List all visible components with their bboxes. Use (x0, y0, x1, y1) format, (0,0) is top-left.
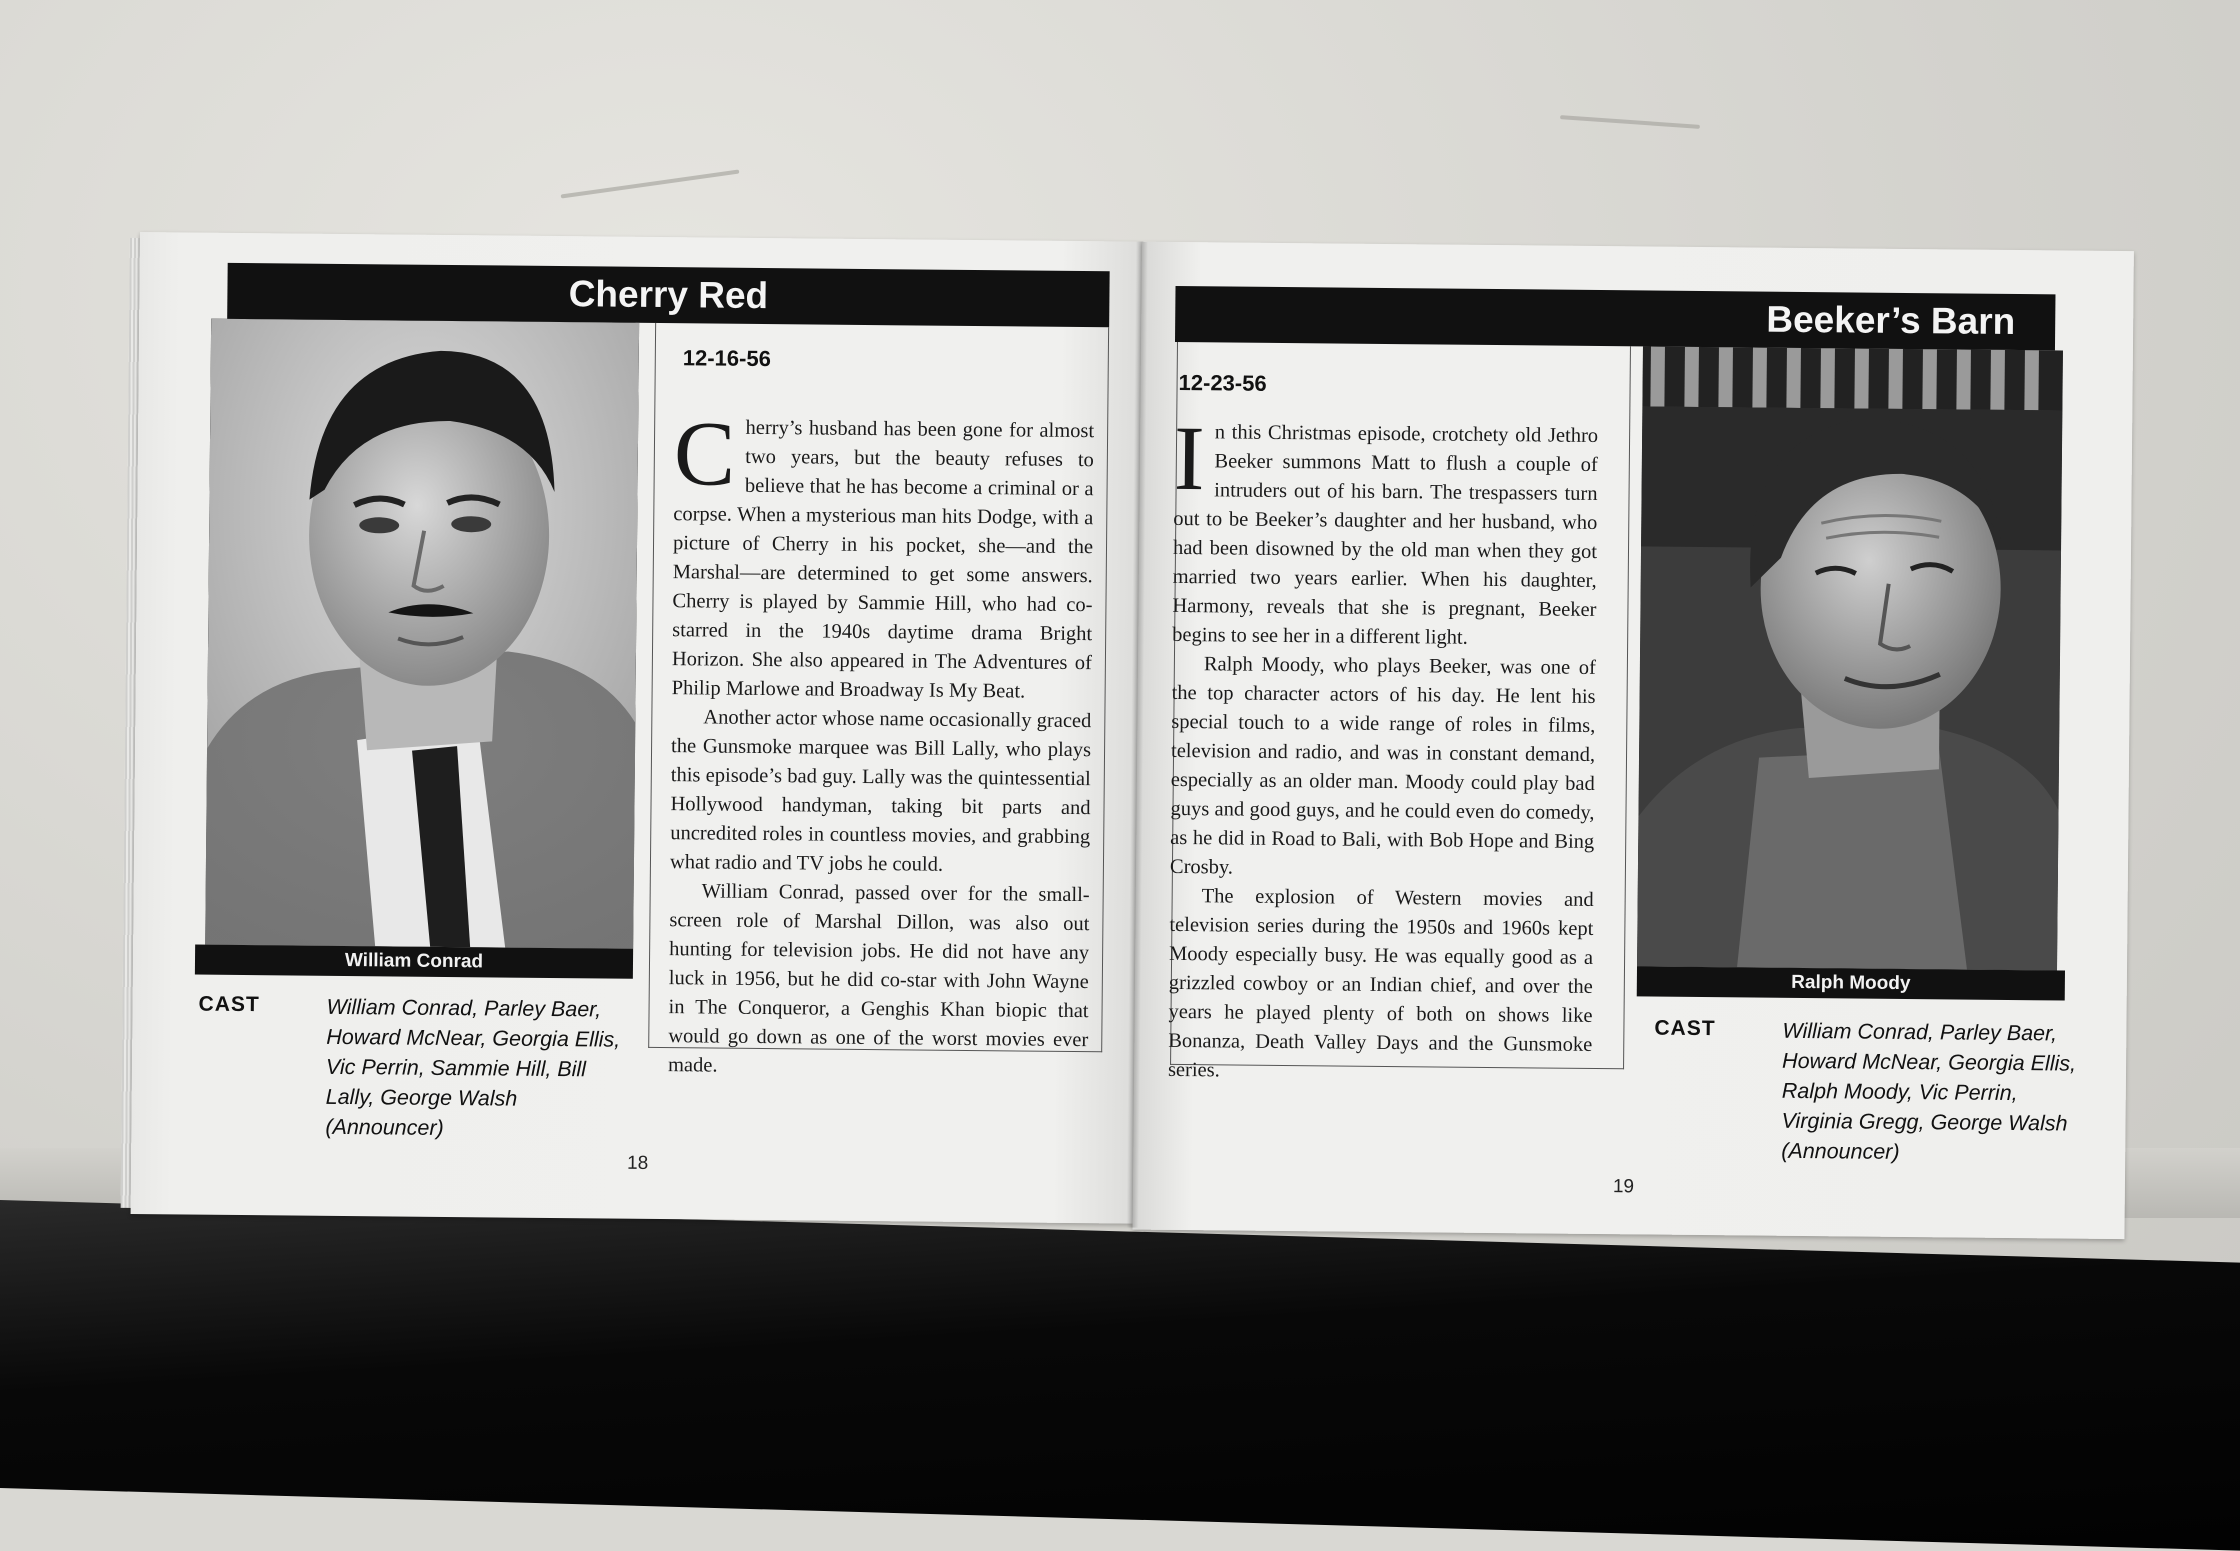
page-title: Cherry Red (227, 263, 1109, 327)
page-number: 19 (1612, 1176, 1635, 1198)
drop-cap: C (673, 402, 736, 505)
cast-label: CAST (198, 992, 260, 1017)
story-paragraph: The explosion of Western movies and television series during the 1950s and 1960s kept Moody especially busy. He was equally good as a grizzled cowboy or an Indian chief, and over the years he played plenty of both on shows like Bonanza, Death Valley Days and the Gunsmoke series. (1167, 885, 1594, 1082)
story-text (1167, 406, 1599, 1089)
portrait-illustration (1637, 346, 2063, 970)
episode-date: 12-23-56 (1178, 369, 1267, 396)
booklet (131, 232, 2136, 1239)
shelf-shadow (0, 1200, 2240, 1551)
story-paragraph: In this Christmas episode, crotchety old Jethro Beeker summons Matt to flush a couple of intruders out of his barn. The trespassers turn out to be Beeker’s daughter and her husband, who had been disowned by the old man when they got married two years earlier. When his daughter, Harmony, reveals that she is pregnant, Beeker begins to see her in a different light. (1172, 406, 1599, 649)
cast-list: William Conrad, Parley Baer, Howard McNear, Georgia Ellis, Vic Perrin, Sammie Hill, Bill Lally, George Walsh (Announcer) (325, 994, 621, 1140)
page-title: Beeker’s Barn (1175, 286, 2055, 350)
actor-photo (205, 319, 639, 949)
story-paragraph: William Conrad, passed over for the small-screen role of Marshal Dillon, was also out hunting for television jobs. He did not have any luck in 1956, but he did co-star with John Wayne in The Conqueror, a Genghis Khan biopic that would go down as one of the worst movies ever made. (667, 880, 1090, 1077)
photo-caption: Ralph Moody (1637, 966, 2065, 1000)
story-paragraph: Another actor whose name occasionally graced the Gunsmoke marquee was Bill Lally, who plays this episode’s bad guy. Lally was the quintessential Hollywood handyman, taking bit parts and uncredited roles in countless movies, and grabbing what radio and TV jobs he could. (669, 706, 1092, 876)
story-text (667, 402, 1095, 1084)
portrait-illustration (205, 319, 639, 949)
drop-cap: I (1173, 406, 1206, 510)
cast-list: William Conrad, Parley Baer, Howard McNear, Georgia Ellis, Ralph Moody, Vic Perrin, Virginia Gregg, George Walsh (Announcer) (1781, 1018, 2077, 1164)
story-paragraph: Cherry’s husband has been gone for almost two years, but the beauty refuses to believe that he has become a criminal or a corpse. When a mysterious man hits Dodge, with a picture of Cherry in his pocket, she—and the Marshal—are determined to get some answers. Cherry is played by Sammie Hill, who had co-starred in the 1940s daytime drama Bright Horizon. She also appeared in The Adventures of Philip Marlowe and Broadway Is My Beat. (671, 402, 1095, 703)
right-page (1132, 242, 2133, 1239)
photo-caption: William Conrad (195, 945, 633, 979)
page-number: 18 (626, 1152, 649, 1174)
episode-date: 12-16-56 (682, 345, 772, 372)
cast-label: CAST (1654, 1016, 1716, 1041)
left-page (131, 232, 1142, 1224)
actor-photo (1637, 346, 2063, 970)
story-paragraph: Ralph Moody, who plays Beeker, was one of the top character actors of his day. He lent his special touch to a wide range of roles in films, television and radio, and was in constant demand, especially as an older man. Moody could play bad guys and good guys, and he could even do comedy, as he did in Road to Bali, with Bob Hope and Bing Crosby. (1169, 653, 1596, 879)
